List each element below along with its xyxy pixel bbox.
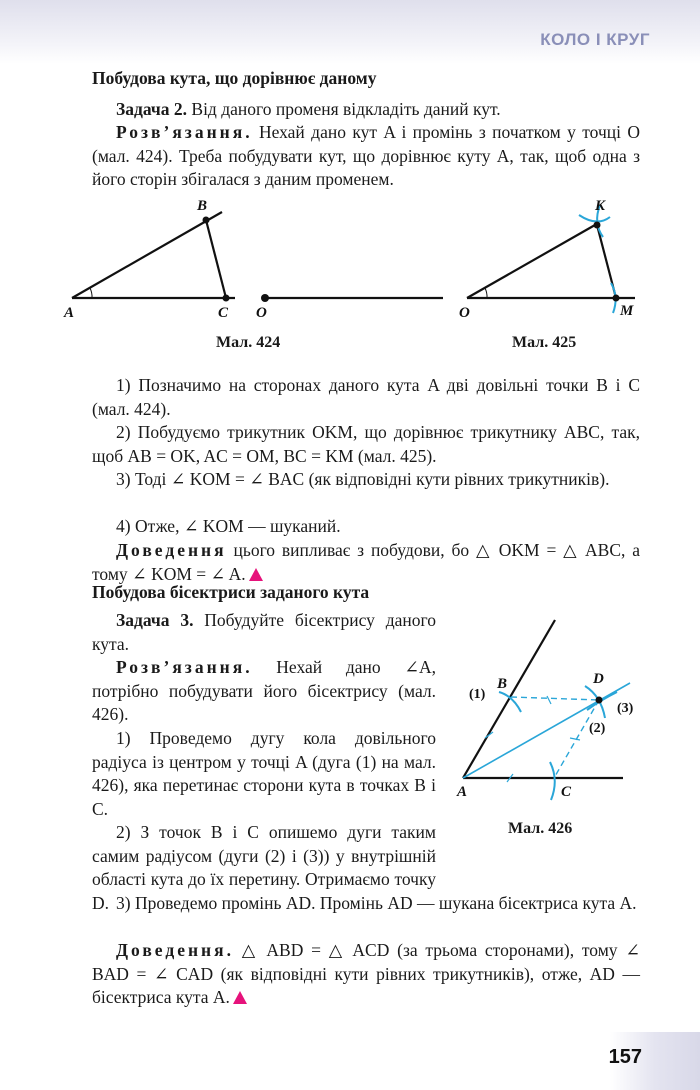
- fig425-label-o: O: [459, 305, 470, 321]
- proof-2-text: цього випливає з побудови, бо △ OKM = △ ABC, а тому ∠ KOM = ∠ A.: [92, 540, 640, 584]
- end-of-proof-marker: [233, 991, 247, 1004]
- fig426-label-arc1: (1): [469, 687, 486, 702]
- fig426-label-b: B: [497, 676, 508, 692]
- fig426-label-arc2: (2): [589, 721, 606, 736]
- figure-425: [455, 195, 655, 330]
- caption-426: Мал. 426: [508, 820, 573, 837]
- step-3-1: 1) Проведемо дугу кола довільного радіуса із центром у точці A (дуга (1) на мал. 426), яка перетинає сторони кута в точках B і C.: [92, 728, 436, 819]
- fig424-label-a: A: [64, 305, 75, 321]
- task-3: [92, 609, 436, 656]
- section-heading-bisector: Побудова бісектриси заданого кута: [92, 582, 370, 602]
- fig426-label-d: D: [593, 671, 604, 687]
- proof-3-label: Доведення.: [116, 940, 234, 960]
- solution-3-label: Розв’язання.: [116, 657, 253, 677]
- proof-3: [92, 939, 640, 1010]
- caption-425: Мал. 425: [512, 334, 577, 351]
- solution-3-text: Нехай дано ∠A, потрібно побудувати його бісектрису (мал. 426).: [92, 657, 436, 724]
- page-number: 157: [608, 1046, 642, 1068]
- fig424-label-o: O: [256, 305, 267, 321]
- proof-2-label: Доведення: [116, 540, 227, 560]
- end-of-proof-marker: [249, 568, 263, 581]
- figure-426: [455, 612, 645, 822]
- step-2-2: 2) Побудуємо трикутник OKM, що дорівнює трикутнику ABC, так, щоб AB = OK, AC = OM, BC = KM (мал. 425).: [92, 422, 640, 466]
- fig425-label-k: K: [595, 198, 606, 214]
- section-heading-angle-copy: Побудова кута, що дорівнює даному: [92, 68, 377, 88]
- proof-3-text: △ ABD = △ ACD (за трьома сторонами), тому ∠ BAD = ∠ CAD (як відповідні кути рівних трикутників), отже, AD — бісектриса кута A.: [92, 940, 640, 1007]
- fig424-label-b: B: [197, 198, 208, 214]
- solution-2: [92, 121, 640, 192]
- step-2-1: 1) Позначимо на сторонах даного кута A дві довільні точки B і C (мал. 424).: [92, 375, 640, 419]
- task-2: [92, 98, 640, 122]
- fig426-label-arc3: (3): [617, 701, 634, 716]
- figure-424: [60, 195, 460, 330]
- task-2-text: Від даного променя відкладіть даний кут.: [187, 99, 501, 119]
- fig425-label-m: M: [620, 303, 634, 319]
- fig426-label-a: A: [457, 784, 468, 800]
- task-3-text: Побудуйте бісектрису даного кута.: [92, 610, 436, 654]
- solution-2-label: Розв’язання.: [116, 122, 253, 142]
- task-2-label: Задача 2.: [116, 99, 188, 119]
- fig424-label-c: C: [218, 305, 229, 321]
- proof-2: [92, 539, 640, 586]
- page-number-tab: [610, 1032, 700, 1090]
- running-head: КОЛО І КРУГ: [540, 30, 650, 49]
- step-3-3: 3) Проведемо промінь AD. Промінь AD — шукана бісектриса кута A.: [116, 893, 637, 913]
- step-2-4: 4) Отже, ∠ KOM — шуканий.: [116, 516, 341, 536]
- step-2-3: 3) Тоді ∠ KOM = ∠ BAC (як відповідні кути рівних трикутників).: [116, 469, 610, 489]
- fig424-ray: [261, 294, 443, 302]
- fig426-label-c: C: [561, 784, 572, 800]
- caption-424: Мал. 424: [216, 334, 281, 351]
- solution-3: [92, 656, 436, 727]
- fig424-angle: [72, 212, 235, 302]
- step-3-2: 2) З точок B і C опишемо дуги таким самим радіусом (дуги (2) і (3)) у внутрішній області кута до їх перетину. Отримаємо точку D.: [92, 822, 436, 913]
- solution-2-text: Нехай дано кут A і промінь з початком у точці O (мал. 424). Треба побудувати кут, що дорівнює куту A, так, щоб одна з його сторін збігалася з даним променем.: [92, 122, 640, 189]
- task-3-label: Задача 3.: [116, 610, 194, 630]
